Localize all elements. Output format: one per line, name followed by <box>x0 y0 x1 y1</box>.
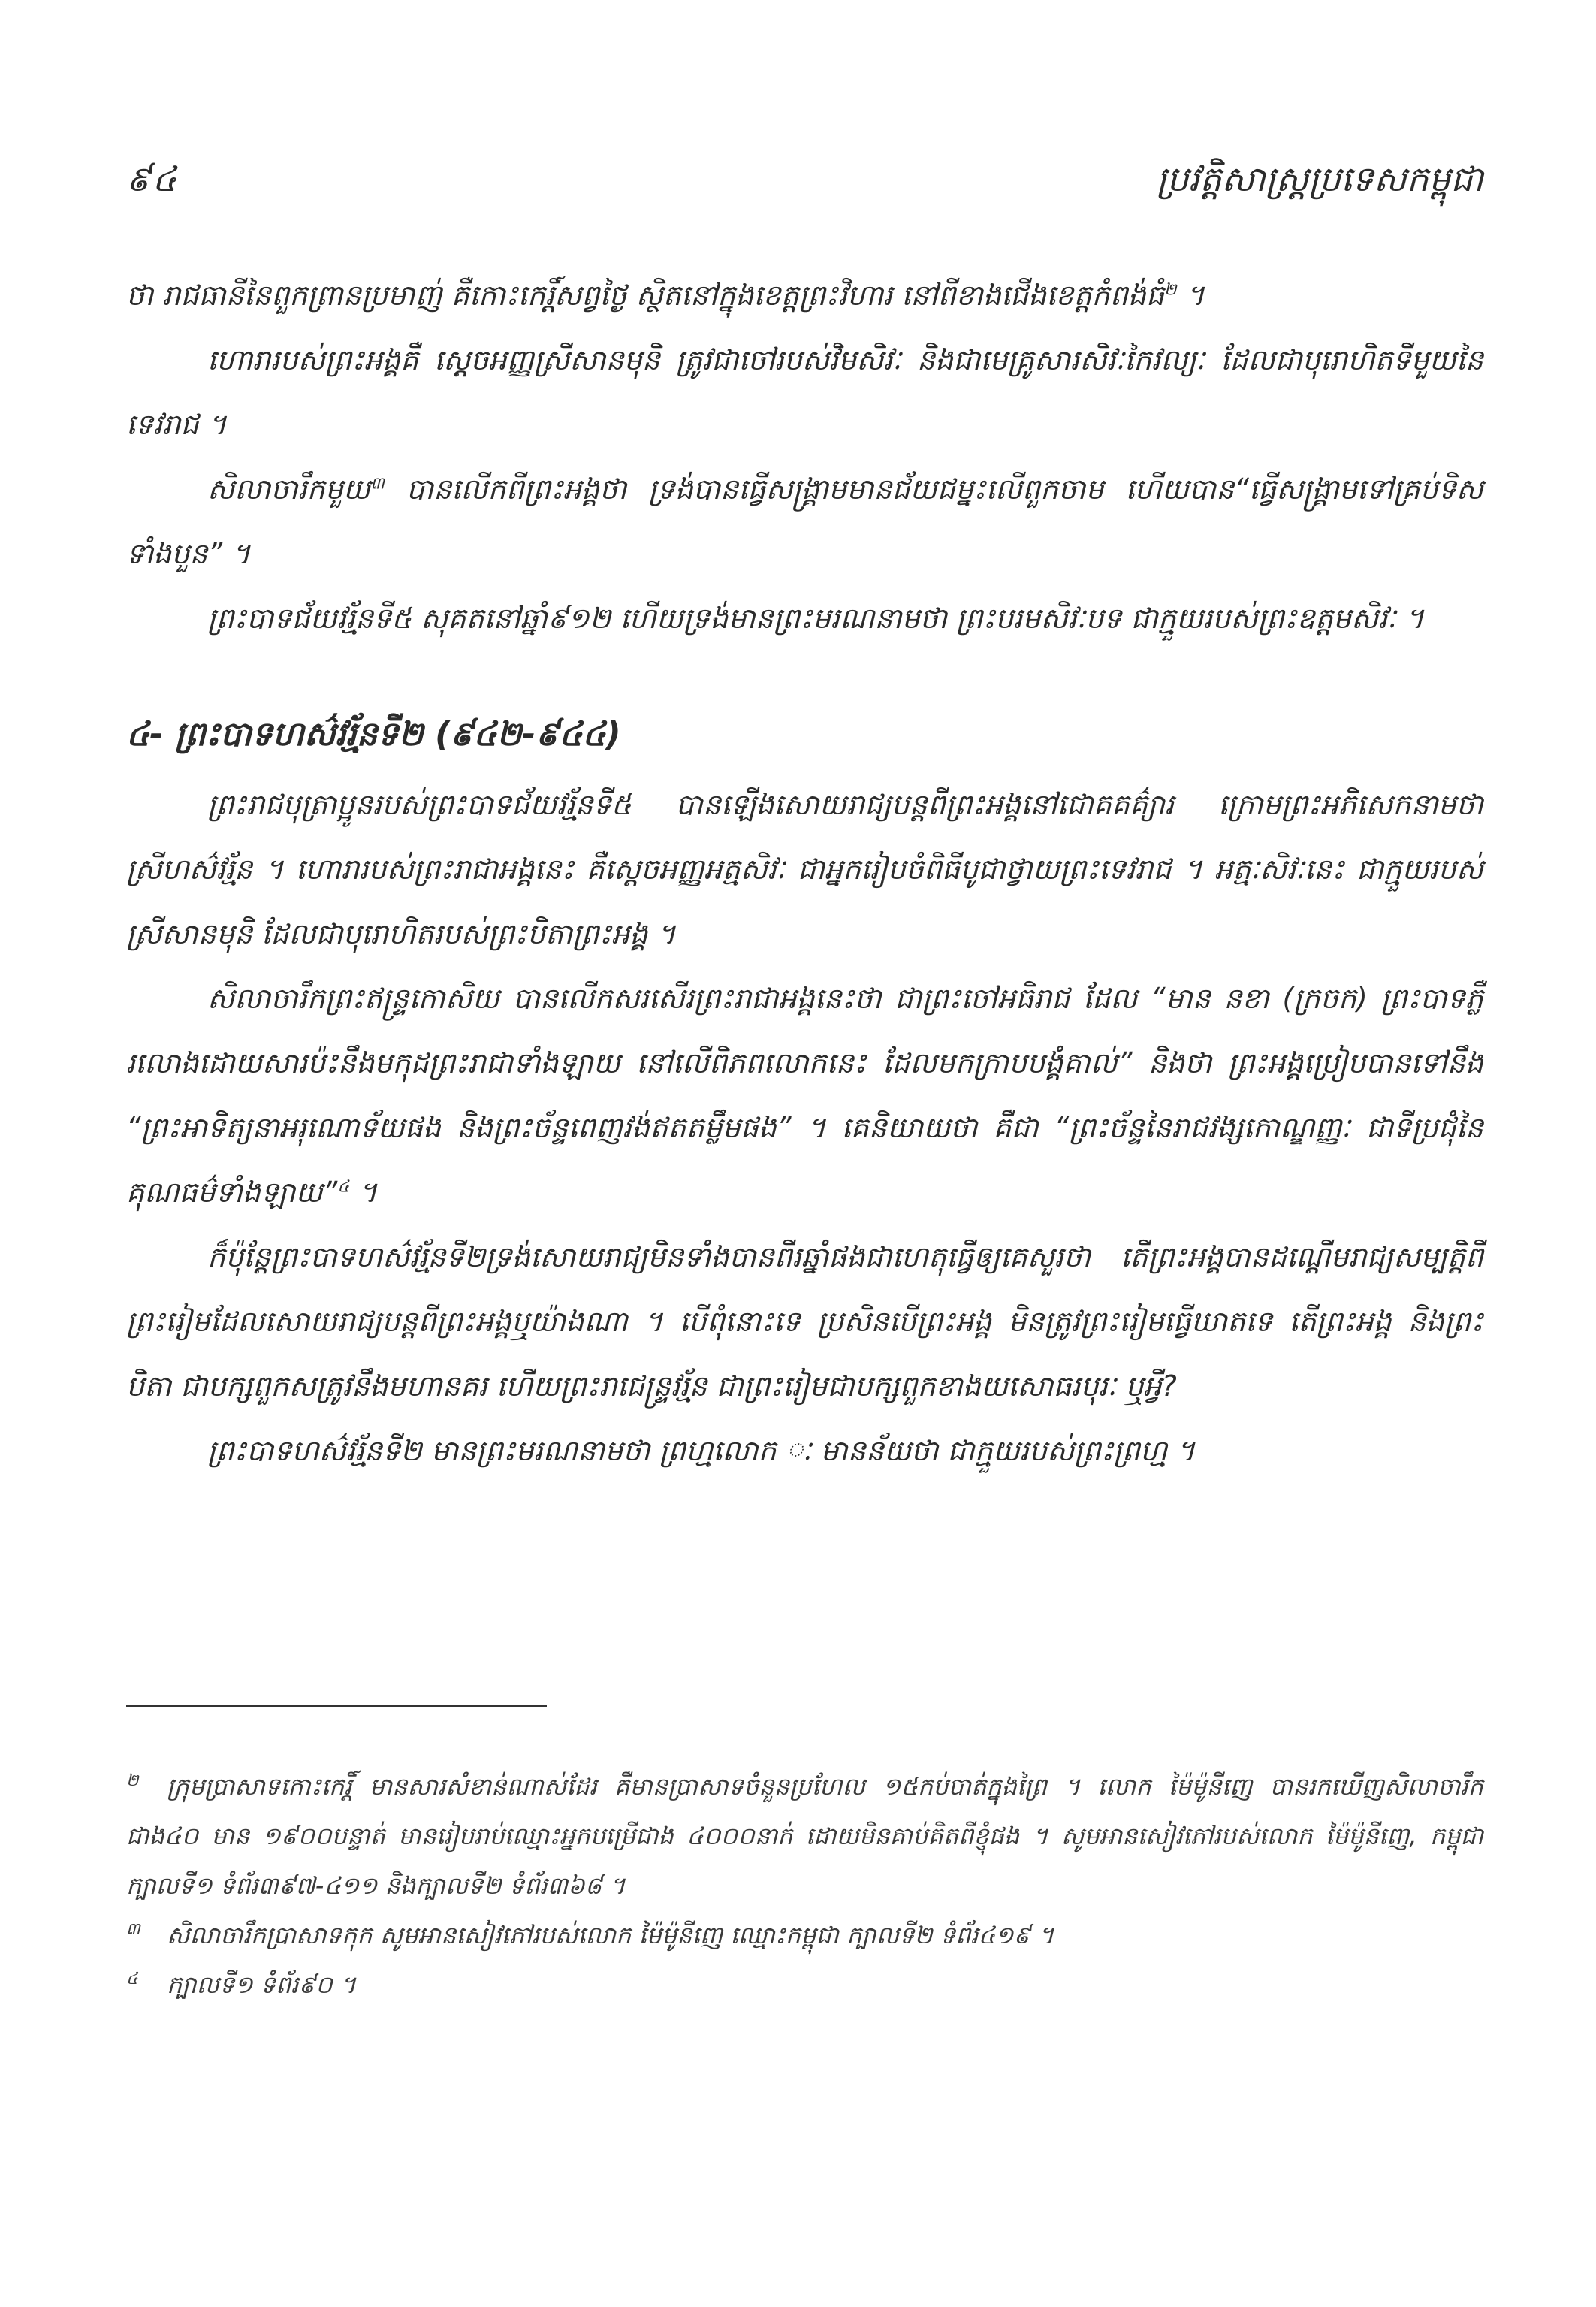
paragraph: ក៏ប៉ុន្តែព្រះបាទហស៌វរ្ម័នទី២ទ្រង់សោយរាជ្យមិនទាំងបានពីរឆ្នាំផងជាហេតុធ្វើឲ្យគេសួរថា តើព្រះអង្គបានដណ្តើមរាជ្យសម្បត្តិពីព្រះរៀមដែលសោយរាជ្យបន្តពីព្រះអង្គឬយ៉ាងណា ។ បើពុំនោះទេ ប្រសិនបើព្រះអង្គ មិនត្រូវព្រះរៀមធ្វើឃាតទេ តើព្រះអង្គ និងព្រះបិតា ជាបក្សពួកសត្រូវនឹងមហានគរ ហើយព្រះរាជេន្ទ្រវរ្ម័ន ជាព្រះរៀមជាបក្សពួកខាងយសោធរបុរៈ ឬអ្វី? <box>126 1240 1483 1403</box>
paragraph <box>126 263 1483 328</box>
footnote-ref: ៤ <box>337 1177 349 1197</box>
paragraph <box>126 457 1483 586</box>
footnote: ៣ សិលាចារឹកប្រាសាទកុក សូមអានសៀវភៅរបស់លោក ម៉ៃម៉ូនីញេ ឈ្មោះកម្ពុជា ក្បាលទី២ ទំព័រ៤១៩ ។ <box>126 1920 1054 1949</box>
paragraph-tail: ។ <box>1176 279 1205 312</box>
footnote-ref: ២ <box>1164 280 1177 300</box>
paragraph: ព្រះបាទហស៌វរ្ម័នទី២ មានព្រះមរណនាមថា ព្រហ្មលោក ៈ មានន័យថា ជាក្មួយរបស់ព្រះព្រហ្ម ។ <box>207 1434 1196 1467</box>
paragraph-tail: ។ <box>348 1176 378 1209</box>
footnote-text: ក្បាលទី១ ទំព័រ៩០ ។ <box>167 1970 357 1999</box>
paragraph-tail: បានលើកពីព្រះអង្គថា ទ្រង់បានធ្វើសង្គ្រាមមានជ័យជម្នះលើពួកចាម ហើយបាន“ធ្វើសង្គ្រាមទៅគ្រប់ទិសទាំងបួន” ។ <box>126 473 1483 570</box>
footnote-text: សិលាចារឹកប្រាសាទកុក សូមអានសៀវភៅរបស់លោក ម៉ៃម៉ូនីញេ ឈ្មោះកម្ពុជា ក្បាលទី២ ទំព័រ៤១៩ ។ <box>167 1921 1054 1949</box>
running-title: ប្រវត្តិសាស្ត្រប្រទេសកម្ពុជា <box>1156 159 1483 199</box>
footnote: ៤ ក្បាលទី១ ទំព័រ៩០ ។ <box>126 1970 357 1999</box>
body-text <box>126 263 1483 1483</box>
paragraph-text: សិលាចារឹកមួយ <box>207 473 371 506</box>
paragraph: ហោរារបស់ព្រះអង្គគឺ ស្តេចអញ្ញស្រីសានមុនិ ត្រូវជាចៅរបស់វិមសិវៈ និងជាមេគ្រូសារសិវៈកៃវល្យៈ ដែលជាបុរោហិតទីមួយនៃទេវរាជ ។ <box>126 343 1483 441</box>
page-number: ៩៤ <box>126 159 179 199</box>
paragraph <box>126 966 1483 1224</box>
footnotes <box>126 1762 1483 2010</box>
footnote: ២ ក្រុមប្រាសាទកោះកេរ្តិ៍ មានសារសំខាន់ណាស់ដែរ គឺមានប្រាសាទចំនួនប្រហែល ១៥កប់បាត់ក្នុងព្រៃ ។ លោក ម៉ៃម៉ូនីញេ បានរកឃើញសិលាចារឹកជាង៤០ មាន ១៩០០បន្ទាត់ មានរៀបរាប់ឈ្មោះអ្នកបម្រើជាង ៤០០០នាក់ ដោយមិនគាប់គិតពីខ្ញុំផង ។ សូមអានសៀវភៅរបស់លោក ម៉ៃម៉ូនីញេ, កម្ពុជា ក្បាលទី១ ទំព័រ៣៩៧-៤១១ និងក្បាលទី២ ទំព័រ៣៦៨ ។ <box>126 1771 1483 1900</box>
paragraph-text: ថា រាជធានីនៃពួកព្រានប្រមាញ់ គឺកោះកេរ្តិ៍សព្វថ្ងៃ ស្ថិតនៅក្នុងខេត្តព្រះវិហារ នៅពីខាងជើងខេត្តកំពង់ធំ <box>126 279 1165 312</box>
paragraph: ព្រះរាជបុត្រាប្អូនរបស់ព្រះបាទជ័យវរ្ម័នទី៥ បានឡើងសោយរាជ្យបន្តពីព្រះអង្គនៅជោគគគ៌្យារ ក្រោមព្រះអភិសេកនាមថា ស្រីហស៌វរ្ម័ន ។ ហោរារបស់ព្រះរាជាអង្គនេះ គឺស្តេចអញ្ញអត្មសិវៈ ជាអ្នករៀបចំពិធីបូជាថ្វាយព្រះទេវរាជ ។ អត្មៈសិវៈនេះ ជាក្មួយរបស់ស្រីសានមុនិ ដែលជាបុរោហិតរបស់ព្រះបិតាព្រះអង្គ ។ <box>126 788 1483 950</box>
footnote-text: ក្រុមប្រាសាទកោះកេរ្តិ៍ មានសារសំខាន់ណាស់ដែរ គឺមានប្រាសាទចំនួនប្រហែល ១៥កប់បាត់ក្នុងព្រៃ ។ លោក ម៉ៃម៉ូនីញេ បានរកឃើញសិលាចារឹកជាង៤០ មាន ១៩០០បន្ទាត់ មានរៀបរាប់ឈ្មោះអ្នកបម្រើជាង ៤០០០នាក់ ដោយមិនគាប់គិតពីខ្ញុំផង ។ សូមអានសៀវភៅរបស់លោក ម៉ៃម៉ូនីញេ, កម្ពុជា ក្បាលទី១ ទំព័រ៣៩៧-៤១១ និងក្បាលទី២ ទំព័រ៣៦៨ ។ <box>126 1772 1483 1900</box>
footnote-ref: ៣ <box>370 474 385 494</box>
paragraph: ព្រះបាទជ័យវរ្ម័នទី៥ សុគតនៅឆ្នាំ៩១២ ហើយទ្រង់មានព្រះមរណនាមថា ព្រះបរមសិវៈបទ ជាក្មួយរបស់ព្រះឧត្តមសិវៈ ។ <box>207 602 1424 635</box>
paragraph-text: សិលាចារឹកព្រះឥន្ទ្រកោសិយ បានលើកសរសើរព្រះរាជាអង្គនេះថា ជាព្រះចៅអធិរាជ ដែល “មាន នខា (ក្រចក) ព្រះបាទភ្លឺរលោងដោយសារប៉ះនឹងមកុដព្រះរាជាទាំងឡាយ នៅលើពិភពលោកនេះ ដែលមកក្រាបបង្គំគាល់” និងថា ព្រះអង្គប្រៀបបានទៅនឹង “ព្រះអាទិត្យនាអរុណោទ័យផង និងព្រះច័ន្ទពេញវង់ឥតតម្លឹមផង” ។ គេនិយាយថា គឺជា “ព្រះច័ន្ទនៃរាជវង្សកោណ្ឌញ្ញៈ ជាទីប្រជុំនៃគុណធម៌ទាំងឡាយ” <box>126 982 1483 1209</box>
footnote-divider <box>126 1705 547 1707</box>
section-heading: ៤- ព្រះបាទហស៌វរ្ម័នទី២ (៩៤២-៩៤៤) <box>126 715 621 753</box>
